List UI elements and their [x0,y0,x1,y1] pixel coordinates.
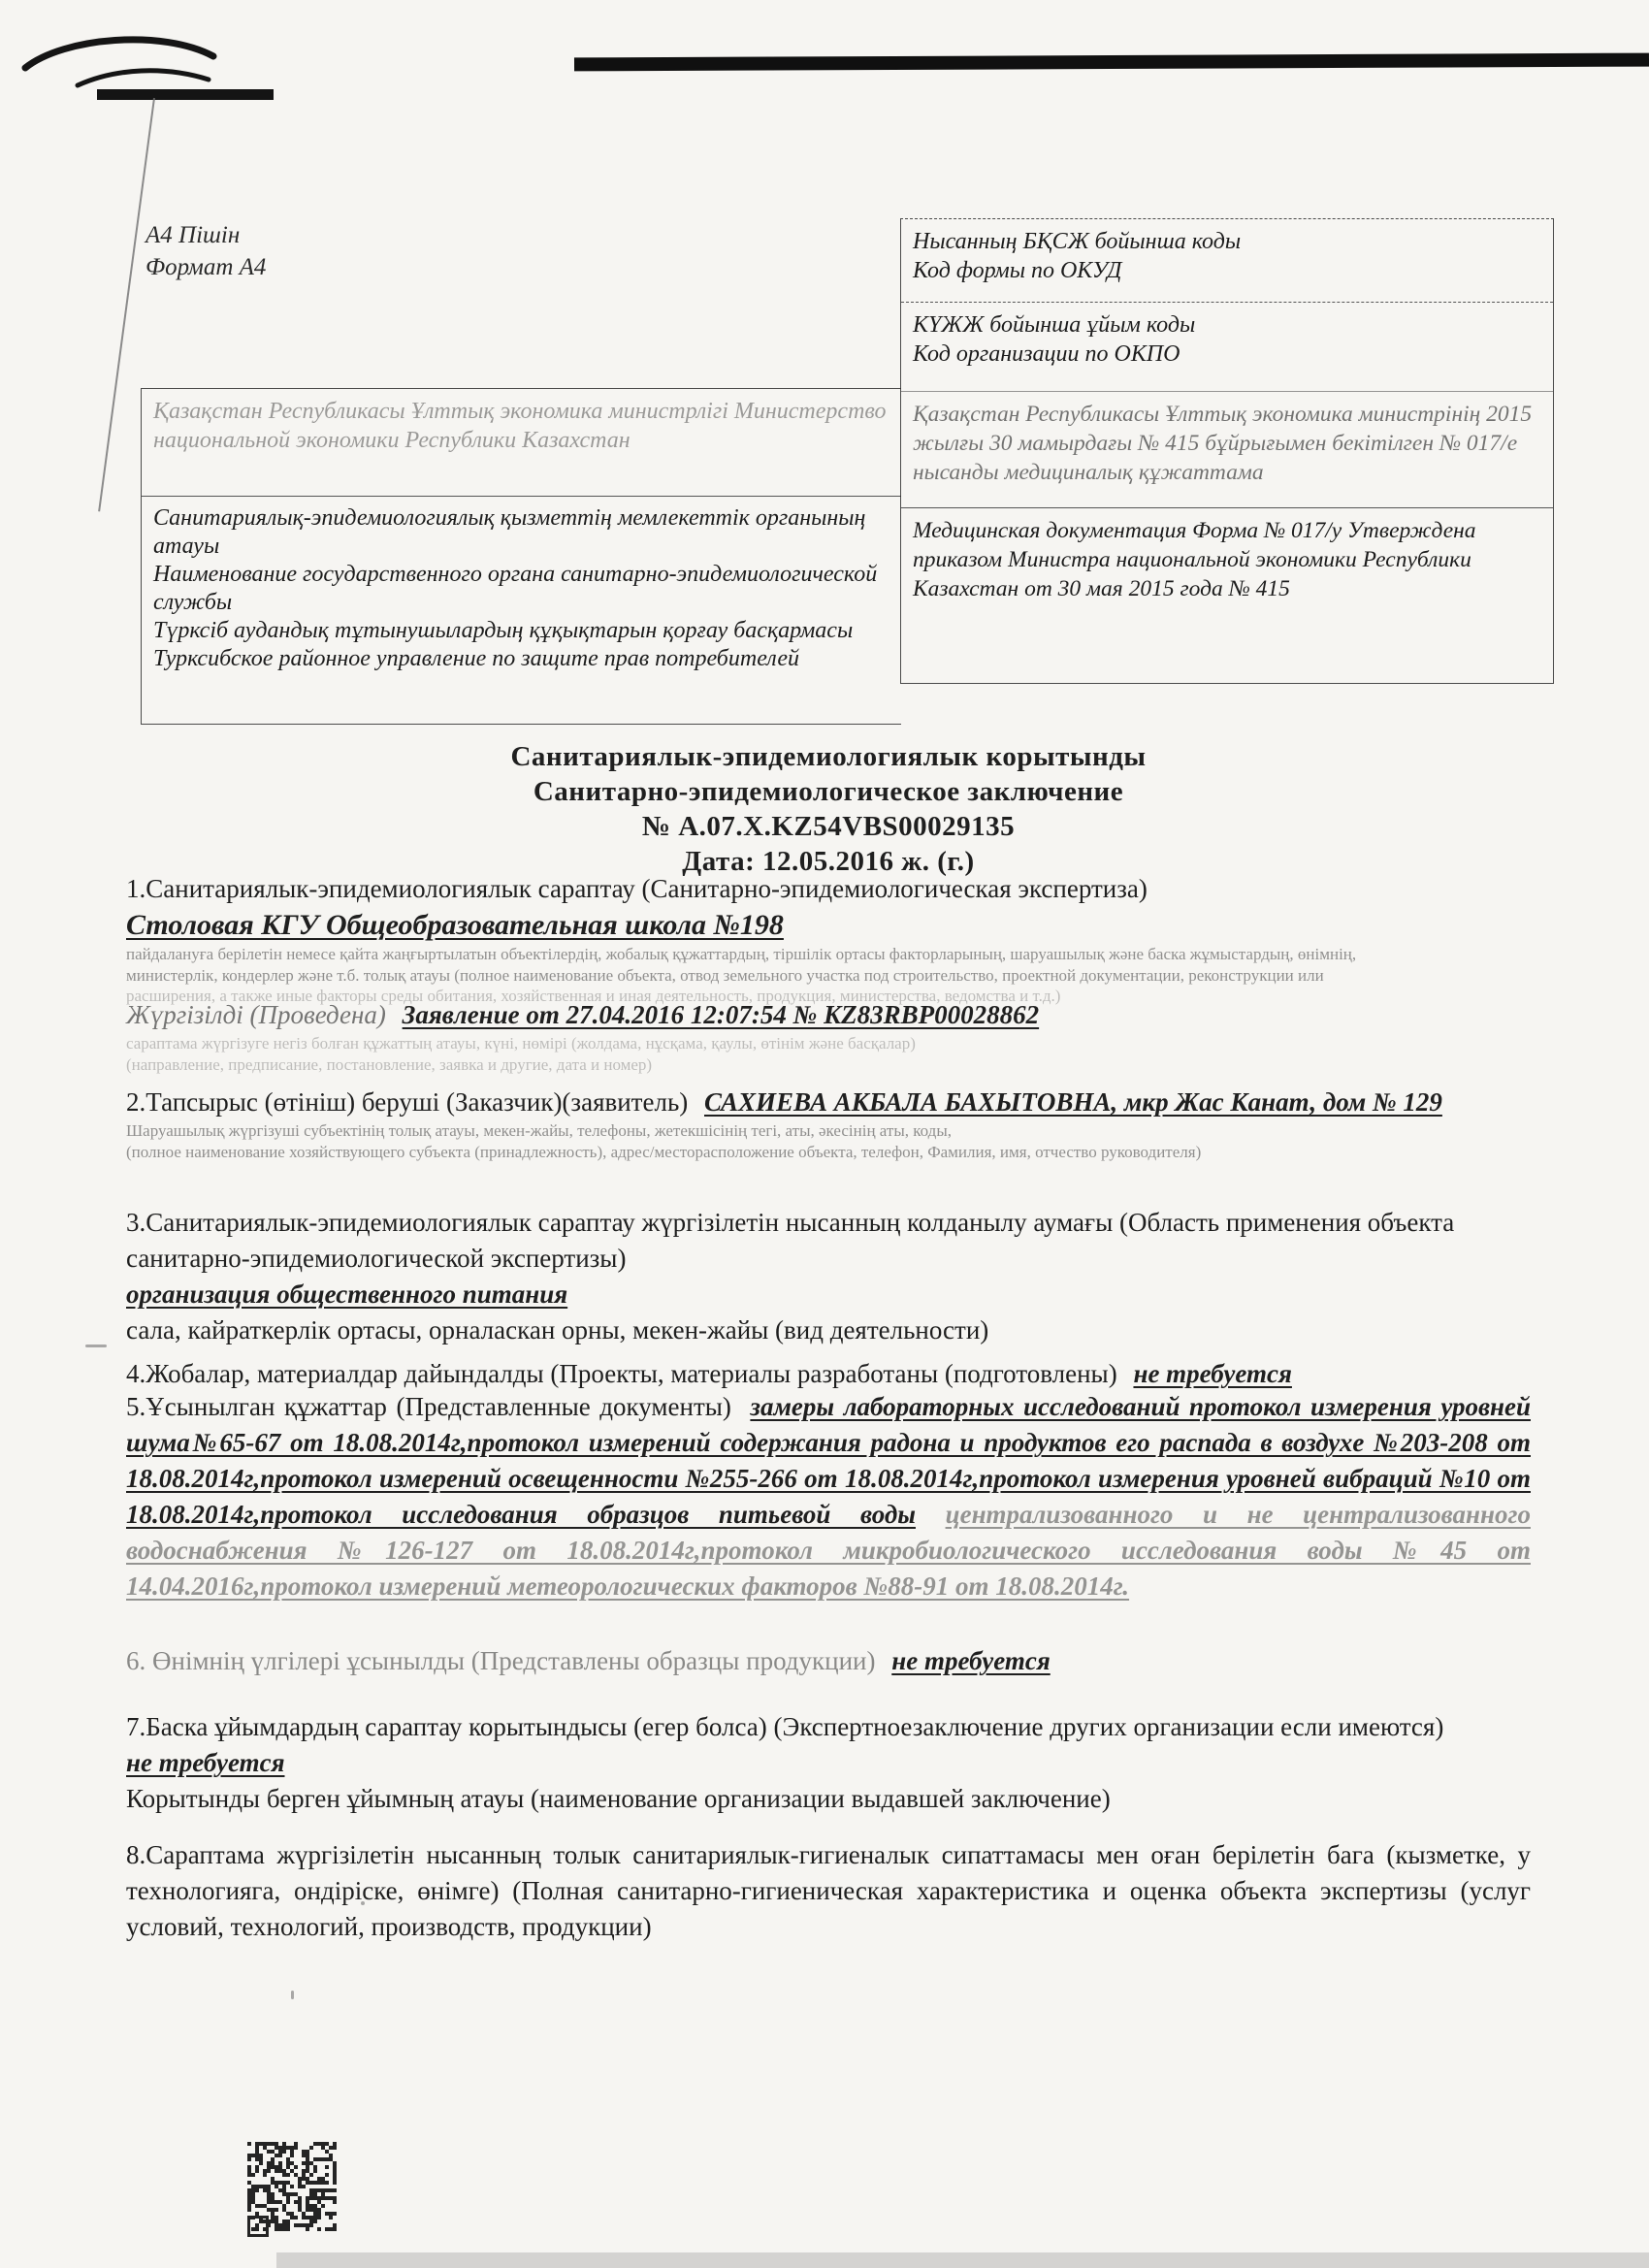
paper-format-label [146,219,266,283]
section-7-label: 7.Баска ұйымдардың сараптау корытындысы (егер болса) (Экспертноезаключение других организации если имеются) [126,1712,1444,1741]
scan-speck [85,1345,107,1347]
procedure-fineprint-2: (направление, предписание, постановление, заявка и другие, дата и номер) [126,1054,653,1074]
scan-edge-bar [574,53,1649,72]
ministry-kk: Қазақстан Республикасы Ұлттық экономика министрлігі [153,399,728,424]
okud-cell [901,219,1553,302]
document-date: Дата: 12.05.2016 ж. (г.) [682,846,975,877]
scan-speck [291,1991,294,1999]
section-3-label: 3.Санитариялык-эпидемиологиялык сараптау жүргізілетін нысанның колданылу аумағы (Область применения объекта санитарно-эпидемиологической экспертизы) [126,1208,1455,1273]
section-1 [126,871,1531,1007]
section-7-note: Корытынды берген ұйымның атауы (наименование организации выдавшей заключение) [126,1784,1111,1813]
section-1-label: 1.Санитариялык-эпидемиологиялык сараптау (Санитарно-эпидемиологическая экспертиза) [126,874,1148,903]
procedure-line [126,997,1531,1075]
section-4-label: 4.Жобалар, материалдар дайындалды (Проекты, материалы разработаны (подготовлены) [126,1359,1117,1388]
approval-kk: Қазақстан Республикасы Ұлттық экономика министрінің 2015 жылғы 30 мамырдағы № 415 бұйрығымен бекітілген № 017/е нысанды медициналық құжаттама [913,402,1533,485]
okpo-cell [901,302,1553,391]
section-5 [126,1389,1531,1604]
section-6-value: не требуется [891,1646,1051,1675]
section-1-value: Столовая КГУ Общеобразовательная школа №198 [126,909,784,941]
org-label-kk: Санитариялық-эпидемиологиялық қызметтің мемлекеттік органының атауы [153,505,866,559]
section-8-label: 8.Сараптама жүргізілетін нысанның толык санитариялык-гигиеналык сипаттамасы мен оған берілетін бага (кызметке, у технологияга, ондіріске, өнімге) (Полная санитарно-гигиеническая характеристика и оценка объекта экспертизы (услуг условий, технологий, производств, продукции) [126,1840,1531,1941]
document-number: № А.07.Х.KZ54VBS00029135 [641,811,1016,842]
section-6 [126,1643,1531,1679]
section-6-label: 6. Өнімнің үлгілері ұсынылды (Представлены образцы продукции) [126,1646,876,1675]
document-title [126,739,1531,879]
org-cell [142,496,901,722]
section-1-fineprint-3: расширения, а также иные факторы среды обитания, хозяйственная и иная деятельность, продукция, министерства, ведомства и т.д.) [126,987,1061,1005]
section-8 [126,1837,1531,1945]
format-kk: А4 Пішін [146,222,241,248]
section-7 [126,1709,1531,1817]
approval-ru-cell [901,507,1553,679]
org-name-kk: Түрксіб аудандық тұтынушылардың құқықтарын қорғау басқармасы [153,618,854,643]
section-4-value: не требуется [1133,1359,1292,1388]
section-3-note: сала, кайраткерлік ортасы, орналаскан орны, мекен-жайы (вид деятельности) [126,1315,989,1345]
section-4 [126,1356,1531,1392]
okpo-kk: КҮЖЖ бойынша ұйым коды [913,312,1196,338]
org-name-ru: Турксибское районное управление по защите прав потребителей [153,646,799,671]
title-kk: Санитариялык-эпидемиологиялык корытынды [510,741,1147,772]
scan-mark-bar [97,89,274,100]
section-5-value-main: замеры лабораторных исследований протокол измерения уровней шума№65-67 от 18.08.2014г,протокол измерений содержания радона и продуктов его распада в воздухе №203-208 от 18.08.2014г,протокол измерений освещенности №255-266 от 18.08.2014г,протокол измерения уровней вибраций №10 от 18.08.2014г,протокол исследования образцов питьевой воды [126,1392,1531,1529]
scan-bottom-shadow [276,2252,1649,2268]
codes-box [900,218,1554,684]
procedure-value: Заявление от 27.04.2016 12:07:54 № KZ83RBP00028862 [402,1000,1040,1029]
okpo-ru: Код организации по ОКПО [913,341,1180,367]
section-7-value: не требуется [126,1748,285,1777]
approval-ru: Медицинская документация Форма № 017/у Утверждена приказом Министра национальной экономики Республики Казахстан от 30 мая 2015 года № 415 [913,518,1476,601]
section-5-value-faded: централизованного и не централизованного водоснабжения №126-127 от 18.08.2014г,протокол микробиологического исследования воды №45 от 14.04.2016г,протокол измерений метеорологических факторов №88-91 от 18.08.2014г. [126,1500,1531,1601]
ministry-ru: Министерство национальной экономики Республики Казахстан [153,399,887,453]
qr-code [247,2142,337,2231]
okud-ru: Код формы по ОКУД [913,258,1122,283]
org-label-ru: Наименование государственного органа санитарно-эпидемиологической службы [153,562,878,615]
section-2-value: САХИЕВА АКБАЛА БАХЫТОВНА, мкр Жас Канат, дом № 129 [704,1087,1442,1117]
ministry-cell [142,389,901,496]
section-2-fineprint-2: (полное наименование хозяйствующего субъекта (принадлежность), адрес/месторасположение объекта, телефон, Фамилия, имя, отчество руководителя) [126,1142,1202,1161]
approval-kk-cell [901,391,1553,507]
procedure-fineprint-1: сараптама жүргізуге негіз болған құжаттың атауы, күні, нөмірі (жолдама, нұсқама, қаулы, өтінім және басқалар) [126,1034,916,1053]
title-ru: Санитарно-эпидемиологическое заключение [533,776,1124,807]
section-3 [126,1205,1531,1348]
section-2 [126,1085,1531,1162]
section-1-fineprint-2: министерлік, кондерлер және т.б. толық атауы (полное наименование объекта, отвод земельного участка под строительство, проектной документации, реконструкции или [126,965,1324,985]
section-3-value: организация общественного питания [126,1280,568,1309]
procedure-label: Жүргізілді (Проведена) [126,1000,386,1029]
section-5-label: 5.Ұсынылган құжаттар (Представленные документы) [126,1392,731,1421]
paperclip-mark [17,27,226,95]
agency-box [141,388,901,725]
section-1-fineprint-1: пайдалануға берілетін немесе қайта жаңғыртылатын объектілердің, жобалық құжаттардың, тіршілік ортасы факторларының, шаруашылық және баска жұмыстардың, өнімнің, [126,945,1357,963]
section-2-fineprint-1: Шаруашылық жүргізуші субъектінің толық атауы, мекен-жайы, телефоны, жетекшісінің тегі, аты, әкесінің аты, коды, [126,1121,952,1140]
okud-kk: Нысанның БҚСЖ бойынша коды [913,229,1242,254]
section-2-label: 2.Тапсырыс (өтініш) беруші (Заказчик)(заявитель) [126,1087,689,1117]
format-ru: Формат А4 [146,254,267,280]
